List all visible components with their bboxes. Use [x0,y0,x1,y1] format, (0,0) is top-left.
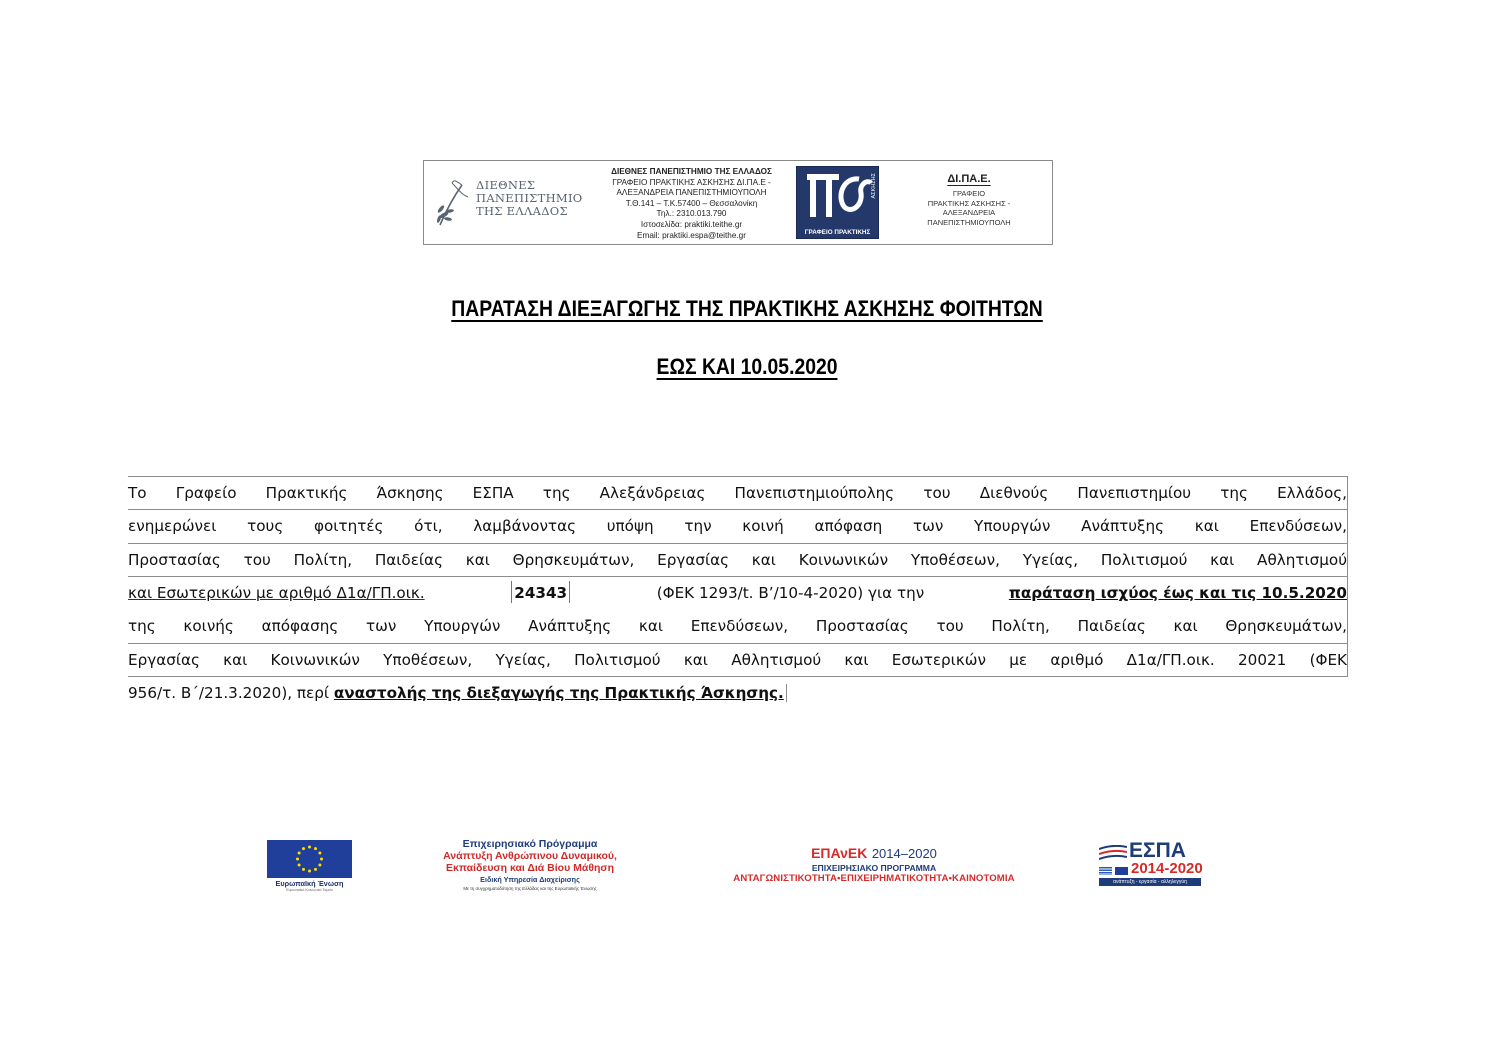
office-email: Email: praktiki.espa@teithe.gr [637,230,746,240]
espa-logo [1097,840,1204,888]
pa-logo-caption: ΓΡΑΦΕΙΟ ΠΡΑΚΤΙΚΗΣ [804,229,871,236]
dipae-block [894,173,1044,227]
espa-waves-icon [1099,845,1127,863]
paragraph-line: της κοινής απόφασης των Υπουργών Ανάπτυξης και Επενδύσεων, Προστασίας του Πολίτη, Παιδείας και Θρησκευμάτων, [128,610,1348,644]
extension-highlight: παράταση ισχύος έως και τις 10.5.2020 [1008,583,1347,602]
eu-star [318,864,321,867]
eu-caption: Ευρωπαϊκή Ένωση [275,879,344,888]
office-info-line: ΔΙΕΘΝΕΣ ΠΑΝΕΠΙΣΤΗΜΙΟ ΤΗΣ ΕΛΛΑΔΟΣ [611,167,772,176]
paragraph-line [128,577,1348,611]
epanad-line: Με τη συγχρηματοδότηση της Ελλάδας και της Ευρωπαϊκής Ένωσης [463,886,597,891]
suspension-highlight: αναστολής της διεξαγωγής της Πρακτικής Άσκησης. [334,684,787,702]
eu-star [308,870,311,873]
epanad-line: Ειδική Υπηρεσία Διαχείρισης [480,875,580,884]
epanek-program: ΕΠΙΧΕΙΡΗΣΙΑΚΟ ΠΡΟΓΡΑΜΜΑ [811,863,937,873]
office-website: Ιστοσελίδα: praktiki.teithe.gr [640,219,743,229]
paragraph-line: Προστασίας του Πολίτη, Παιδείας και Θρησκευμάτων, Εργασίας και Κοινωνικών Υποθέσεων, Υγείας, Πολιτισμού και Αθλητισμού [128,543,1348,577]
epanek-logo [678,845,1070,884]
paragraph-line: Το Γραφείο Πρακτικής Άσκησης ΕΣΠΑ της Αλεξάνδρειας Πανεπιστημιούπολης του Διεθνούς Πανεπιστημίου της Ελλάδος, [128,476,1348,510]
dipae-line: ΑΛΕΞΑΝΔΡΕΙΑ [942,208,996,218]
eu-star [314,868,317,871]
epanad-logo [405,838,655,892]
eu-flag-icon [267,840,352,878]
text-marker [511,581,512,603]
office-contact-info [589,167,794,241]
eu-star [308,846,311,849]
announcement-paragraph [128,476,1348,711]
eu-logo [267,840,352,892]
paragraph-line: Εργασίας και Κοινωνικών Υποθέσεων, Υγείας, Πολιτισμού και Αθλητισμού και Εσωτερικών με αριθμό Δ1α/ΓΠ.οικ. 20021 (ΦΕΚ [128,644,1348,678]
university-logo [432,173,592,233]
eu-star [320,858,323,861]
espa-years: 2014-2020 [1131,860,1203,877]
eu-star [318,852,321,855]
decision-number: 24343 [514,583,568,602]
office-info-line: ΑΛΕΞΑΝΔΡΕΙΑ ΠΑΝΕΠΙΣΤΗΜΙΟΥΠΟΛΗ [616,188,767,198]
greek-eu-flags-icon [1099,867,1129,875]
eu-star [296,858,299,861]
epanek-slogan: ΑΝΤΑΓΩΝΙΣΤΙΚΟΤΗΤΑ•ΕΠΙΧΕΙΡΗΜΑΤΙΚΟΤΗΤΑ•ΚΑΙΝΟΤΟΜΙΑ [733,873,1015,884]
gazette-reference: (ΦΕΚ 1293/t. Β’/10-4-2020) για την [656,583,925,602]
paragraph-line: ενημερώνει τους φοιτητές ότι, λαμβάνοντας υπόψη την κοινή απόφαση των Υπουργών Ανάπτυξης και Επενδύσεων, [128,510,1348,544]
university-name-line: ΠΑΝΕΠΙΣΤΗΜΙΟ [476,191,583,205]
pa-logo-side-text: ΑΣΚΗΣΗΣ [871,173,877,199]
internship-office-logo [796,166,879,239]
paragraph-line [128,677,1348,711]
eu-star [314,847,317,850]
document-subtitle-date: ΕΩΣ ΚΑΙ 10.05.2020 [656,354,838,379]
text-marker [569,581,570,603]
epanek-years: 2014–2020 [871,846,937,861]
university-name-line: ΔΙΕΘΝΕΣ [476,178,536,192]
epanek-brand: ΕΠΑνΕΚ [811,845,868,861]
dipae-line: ΠΡΑΚΤΙΚΗΣ ΑΣΚΗΣΗΣ - [927,198,1011,208]
dipae-line: ΠΑΝΕΠΙΣΤΗΜΙΟΥΠΟΛΗ [927,217,1011,227]
eu-star [298,864,301,867]
epanad-line: Ανάπτυξη Ανθρώπινου Δυναμικού, [443,850,617,862]
header-letterhead [423,160,1053,245]
epanad-line: Επιχειρησιακό Πρόγραμμα [462,838,598,850]
espa-tagline: ανάπτυξη - εργασία - αλληλεγγύη [1099,878,1201,886]
university-name [476,179,583,218]
dipae-line: ΓΡΑΦΕΙΟ [952,189,986,198]
office-address: Τ.Θ.141 – Τ.Κ.57400 – Θεσσαλονίκη [625,198,758,208]
eu-star [302,868,305,871]
office-phone: Τηλ.: 2310.013.790 [656,209,727,219]
document-title: ΠΑΡΑΤΑΣΗ ΔΙΕΞΑΓΩΓΗΣ ΤΗΣ ΠΡΑΚΤΙΚΗΣ ΑΣΚΗΣΗΣ ΦΟΙΤΗΤΩΝ [451,296,1043,321]
gazette-reference: 956/τ. Β΄/21.3.2020), περί [128,684,330,702]
decision-reference: και Εσωτερικών με αριθμό Δ1α/ΓΠ.οικ. [128,583,425,602]
pa-monogram-icon [797,167,878,227]
eu-star [302,847,305,850]
office-info-line: ΓΡΑΦΕΙΟ ΠΡΑΚΤΙΚΗΣ ΑΣΚΗΣΗΣ ΔΙ.ΠΑ.Ε - [612,177,771,187]
epanad-line: Εκπαίδευση και Διά Βίου Μάθηση [445,862,615,874]
espa-name: ΕΣΠΑ [1129,839,1186,862]
university-name-line: ΤΗΣ ΕΛΛΑΔΟΣ [476,204,568,218]
olive-branch-icon [432,175,472,231]
eu-subcaption: Ευρωπαϊκό Κοινωνικό Ταμείο [286,888,333,892]
eu-star [298,852,301,855]
dipae-title: ΔΙ.ΠΑ.Ε. [947,173,991,185]
